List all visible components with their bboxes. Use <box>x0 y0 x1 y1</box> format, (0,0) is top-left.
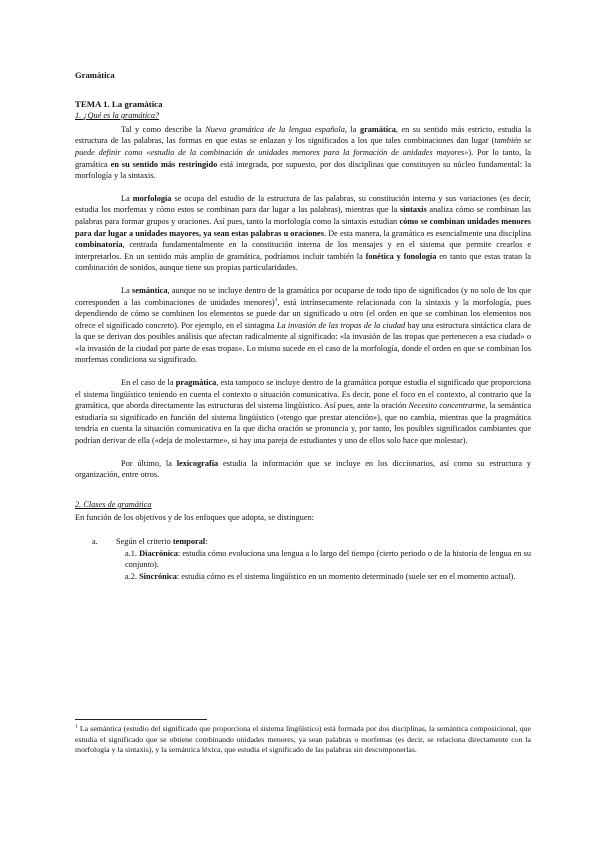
section-2-heading: 2. Clases de gramática <box>75 499 152 509</box>
footnote-ref[interactable]: 1 <box>274 296 278 303</box>
criteria-list <box>92 536 531 582</box>
paragraph-grammar-definition: Tal y como describe la Nueva gramática de la lengua española, la gramática, en su sentido más estricto, estudia la estructura de las palabras, las formas en que estas se enlazan y los significados a los que tales combinaciones dan lugar (también se puede definir como «estudio de la combinación de unidades menores para la formación de unidades mayores»). Por lo tanto, la gramática en su sentido más restringido está integrada, por supuesto, por dos disciplinas que constituyen su núcleo fundamental: la morfología y la sintaxis. <box>75 124 532 181</box>
list-item-temporal: a. Según el criterio temporal: <box>92 537 208 546</box>
list-subitem-diachronic: a.1. Diacrónica: estudia cómo evoluciona una lengua a lo largo del tiempo (cierto periodo o de la historia de lengua en su conjunto). <box>125 548 531 570</box>
chapter-title: TEMA 1. La gramática <box>75 98 163 109</box>
paragraph-morphology: La morfología se ocupa del estudio de la estructura de las palabras, su constitución interna y sus variaciones (es decir, estudia los morfemas y cómo estos se combinan para dar lugar a las palabras), mientras que la sintaxis analiza cómo se combinan las palabras para formar grupos y oraciones. Así pues, tanto la morfología como la sintaxis estudian cómo se combinan unidades menores para dar lugar a unidades mayores, ya sean estas palabras u oraciones. De esta manera, la gramática es esencialmente una disciplina combinatoria, centrada fundamentalmente en la constitución interna de los mensajes y en el sistema que permite crearlos e interpretarlos. En un sentido más amplio de gramática, podríamos incluir también la fonética y fonología en tanto que estas tratan la combinación de sonidos, aunque tiene sus propias particularidades. <box>75 193 532 273</box>
document-title: Gramática <box>75 70 115 80</box>
paragraph-semantics: La semántica, aunque no se incluye dentro de la gramática por ocuparse de todo tipo de significados (y no solo de los que corresponden a las combinaciones de unidades menores)$^1$, está intrínsecamente relacionada con la sintaxis y la morfología, pues dependiendo de cómo se combinen los elementos se puede dar un significado u otro (el orden en que se combinan los elementos nos ofrece el significado concreto). Por ejemplo, en el sintagma La invasión de las tropas de la ciudad hay una estructura sintáctica clara de la que se derivan dos posibles análisis que afectan radicalmente al significado: «la invasión de las tropas que pertenecen a esa ciudad» o «la invasión de la ciudad por parte de esas tropas». Lo mismo sucede en el caso de la morfología, donde el orden en que se combinan los morfemas condiciona su significado. <box>75 285 532 365</box>
section-1-heading: 1. ¿Qué es la gramática? <box>75 111 160 121</box>
paragraph-lexicography: Por último, la lexicografía estudia la información que se incluye en los diccionarios, así como su estructura y organización, entre otros. <box>75 458 531 480</box>
footnote-separator <box>75 719 207 720</box>
paragraph-pragmatics: En el caso de la pragmática, esta tampoco se incluye dentro de la gramática porque estudia el significado que proporciona el sistema lingüístico teniendo en cuenta el contexto o situación comunicativa. Es decir, pone el foco en el contexto, al contrario que la gramática, que aborda directamente las estructuras del sistema lingüístico. Así pues, ante la oración Necesito concentrarme, la semántica estudiaría su significado en función del sistema lingüístico («tengo que prestar atención»), que no cambia, mientras que la pragmática tendría en cuenta la situación comunicativa en la que dicha oración se pronuncia y, por tanto, los posibles significados cambiantes que podrían derivar de ella («deja de molestarme», si hay una pareja de estudiantes y uno de ellos solo hace que molestar). <box>75 378 532 446</box>
section-2-intro: En función de los objetivos y de los enfoques que adopta, se distinguen: <box>75 513 314 523</box>
footnote: $^1$ La semántica (estudio del significado que proporciona el sistema lingüístico) está formada por dos disciplinas, la semántica composicional, que estudia el significado que se obtiene combinando unidades menores, ya sean palabras o morfemas (es decir, se relaciona directamente con la morfología y la sintaxis), y la semántica léxica, que estudia el significado de las palabras sin descomponerlas. <box>75 723 531 755</box>
list-subitem-synchronic: a.2. Sincrónica: estudia cómo es el sistema lingüístico en un momento determinado (suele ser en el momento actual). <box>125 571 516 581</box>
document-page <box>75 70 531 582</box>
